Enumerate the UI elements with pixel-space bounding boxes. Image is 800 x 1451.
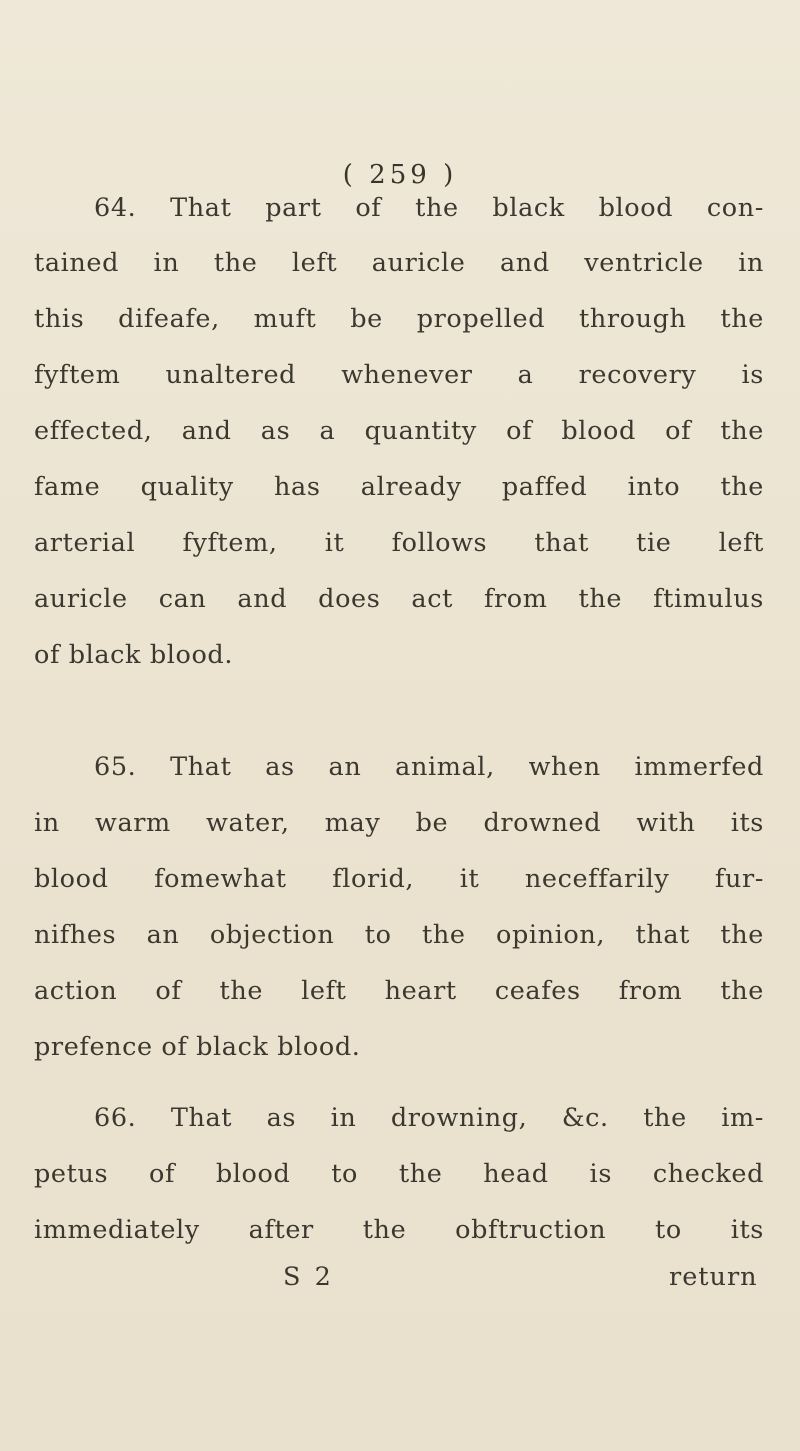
text-line: prefence of black blood. <box>34 1032 361 1062</box>
text-line: this difeafe, muft be propelled through the <box>34 304 764 334</box>
signature-mark: S 2 <box>283 1262 334 1292</box>
text-line: fyftem unaltered whenever a recovery is <box>34 360 764 390</box>
text-line: petus of blood to the head is checked <box>34 1159 764 1189</box>
text-line: 64. That part of the black blood con- <box>94 193 764 223</box>
text-line: effected, and as a quantity of blood of the <box>34 416 764 446</box>
text-line: immediately after the obftruction to its <box>34 1215 764 1245</box>
catchword: return <box>669 1262 758 1292</box>
text-line: 66. That as in drowning, &c. the im- <box>94 1103 764 1133</box>
text-line: tained in the left auricle and ventricle in <box>34 248 764 278</box>
text-line: blood fomewhat florid, it neceffarily fur- <box>34 864 764 894</box>
text-line: 65. That as an animal, when immerfed <box>94 752 764 782</box>
text-line: action of the left heart ceafes from the <box>34 976 764 1006</box>
text-line: fame quality has already paffed into the <box>34 472 764 502</box>
text-line: in warm water, may be drowned with its <box>34 808 764 838</box>
page-number: ( 259 ) <box>342 160 458 190</box>
text-line: nifhes an objection to the opinion, that the <box>34 920 764 950</box>
text-line: of black blood. <box>34 640 234 670</box>
text-line: arterial fyftem, it follows that tie left <box>34 528 764 558</box>
text-line: auricle can and does act from the ftimulus <box>34 584 764 614</box>
